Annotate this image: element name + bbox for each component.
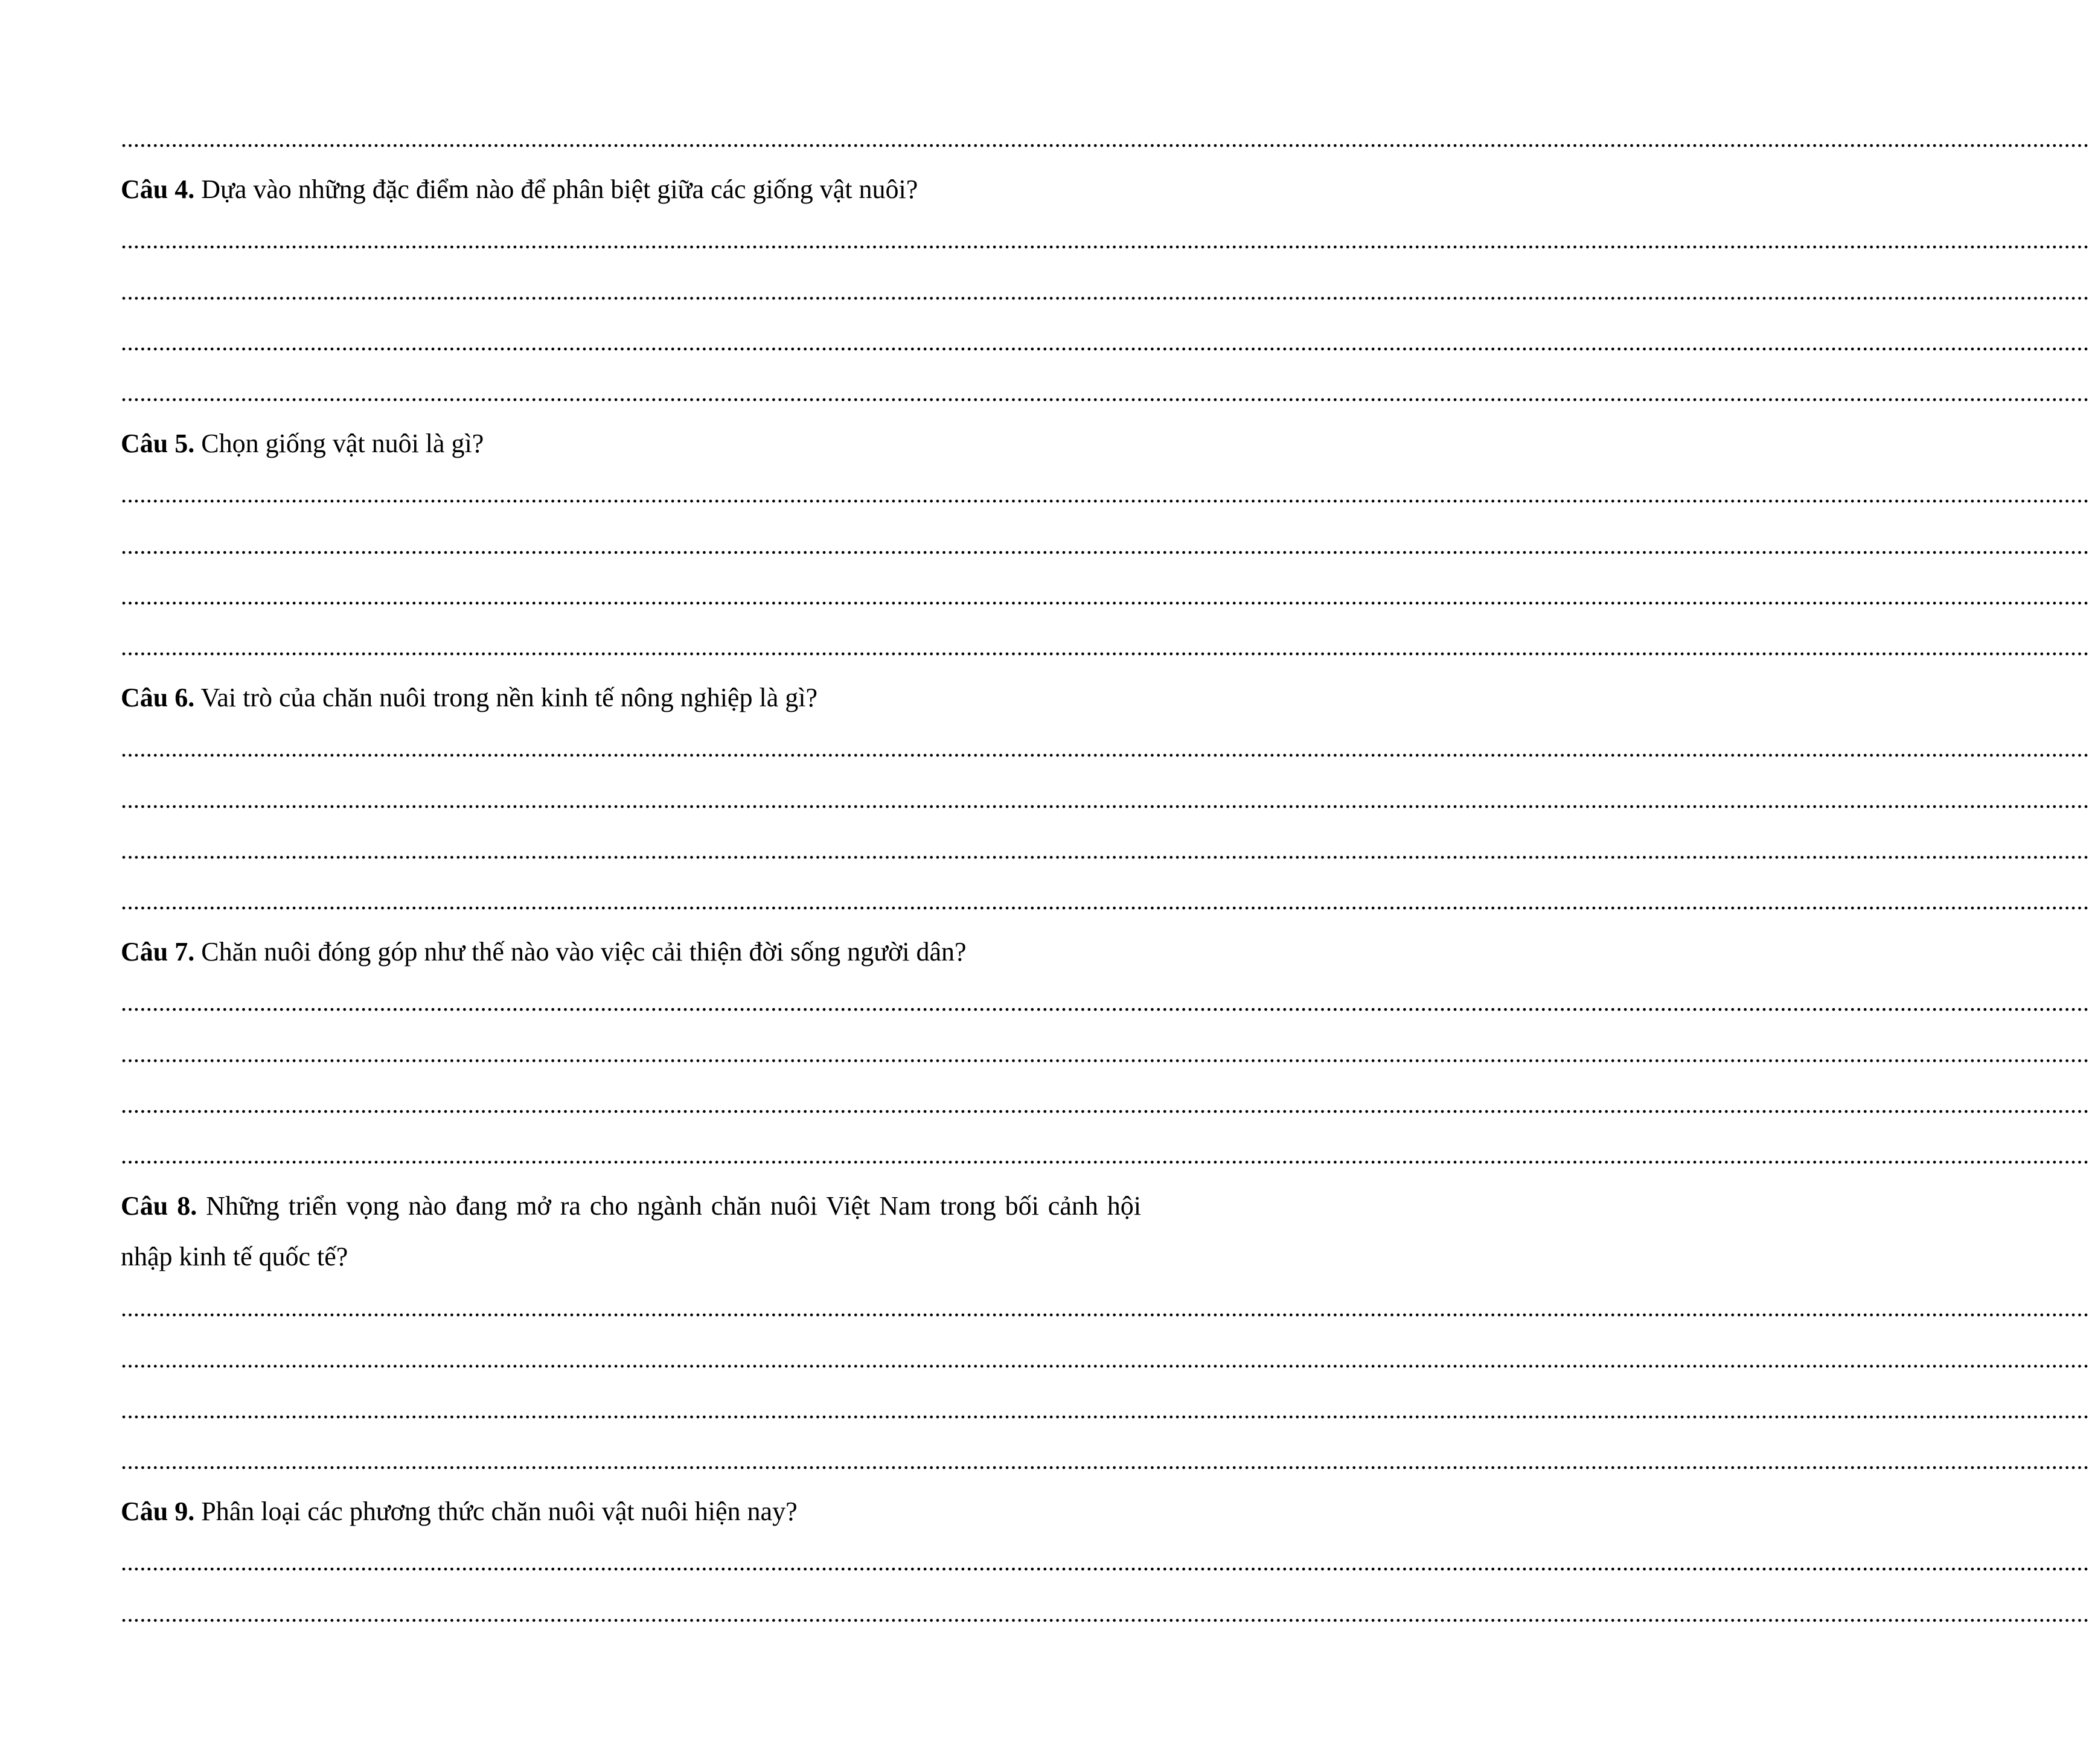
question-label: Câu 5. xyxy=(121,429,195,458)
answer-line: ........................................................................................................................................................................................................................................................................................................................ xyxy=(121,226,2089,254)
question-label: Câu 4. xyxy=(121,174,195,204)
answer-line: ........................................................................................................................................................................................................................................................................................................................ xyxy=(121,633,2089,660)
answer-line: ........................................................................................................................................................................................................................................................................................................................ xyxy=(121,837,2089,864)
answer-line: ........................................................................................................................................................................................................................................................................................................................ xyxy=(121,1600,2089,1627)
question-label: Câu 8. xyxy=(121,1191,197,1221)
question-label: Câu 6. xyxy=(121,683,195,712)
answer-line: ........................................................................................................................................................................................................................................................................................................................ xyxy=(121,1447,2089,1474)
answer-line: ........................................................................................................................................................................................................................................................................................................................ xyxy=(121,1091,2089,1118)
answer-line: ........................................................................................................................................................................................................................................................................................................................ xyxy=(121,1294,2089,1321)
question-5 xyxy=(121,418,1141,469)
question-text: Vai trò của chăn nuôi trong nền kinh tế nông nghiệp là gì? xyxy=(194,683,817,712)
answer-line: ........................................................................................................................................................................................................................................................................................................................ xyxy=(121,481,2089,508)
answer-line: ........................................................................................................................................................................................................................................................................................................................ xyxy=(121,125,2089,152)
question-9 xyxy=(121,1486,1141,1537)
answer-line: ........................................................................................................................................................................................................................................................................................................................ xyxy=(121,278,2089,305)
answer-line: ........................................................................................................................................................................................................................................................................................................................ xyxy=(121,379,2089,406)
question-text: Chăn nuôi đóng góp như thế nào vào việc cải thiện đời sống người dân? xyxy=(194,937,967,967)
answer-line: ........................................................................................................................................................................................................................................................................................................................ xyxy=(121,786,2089,813)
answer-line: ........................................................................................................................................................................................................................................................................................................................ xyxy=(121,1142,2089,1169)
answer-line: ........................................................................................................................................................................................................................................................................................................................ xyxy=(121,1548,2089,1576)
answer-line: ........................................................................................................................................................................................................................................................................................................................ xyxy=(121,735,2089,762)
question-label: Câu 7. xyxy=(121,937,195,967)
answer-line: ........................................................................................................................................................................................................................................................................................................................ xyxy=(121,1346,2089,1373)
question-text: Dựa vào những đặc điểm nào để phân biệt giữa các giống vật nuôi? xyxy=(194,174,918,204)
question-label: Câu 9. xyxy=(121,1497,195,1526)
answer-line: ........................................................................................................................................................................................................................................................................................................................ xyxy=(121,328,2089,356)
question-text: Phân loại các phương thức chăn nuôi vật nuôi hiện nay? xyxy=(194,1497,798,1526)
question-4 xyxy=(121,164,1141,215)
question-text: Những triển vọng nào đang mở ra cho ngành chăn nuôi Việt Nam trong bối cảnh hội nhập kinh tế quốc tế? xyxy=(121,1191,1141,1271)
answer-line: ........................................................................................................................................................................................................................................................................................................................ xyxy=(121,989,2089,1016)
question-6 xyxy=(121,673,1141,723)
question-text: Chọn giống vật nuôi là gì? xyxy=(194,429,484,458)
answer-line: ........................................................................................................................................................................................................................................................................................................................ xyxy=(121,887,2089,915)
question-8 xyxy=(121,1181,1141,1282)
question-7 xyxy=(121,927,1141,977)
answer-line: ........................................................................................................................................................................................................................................................................................................................ xyxy=(121,532,2089,559)
answer-line: ........................................................................................................................................................................................................................................................................................................................ xyxy=(121,1040,2089,1067)
answer-line: ........................................................................................................................................................................................................................................................................................................................ xyxy=(121,583,2089,610)
answer-line: ........................................................................................................................................................................................................................................................................................................................ xyxy=(121,1396,2089,1424)
